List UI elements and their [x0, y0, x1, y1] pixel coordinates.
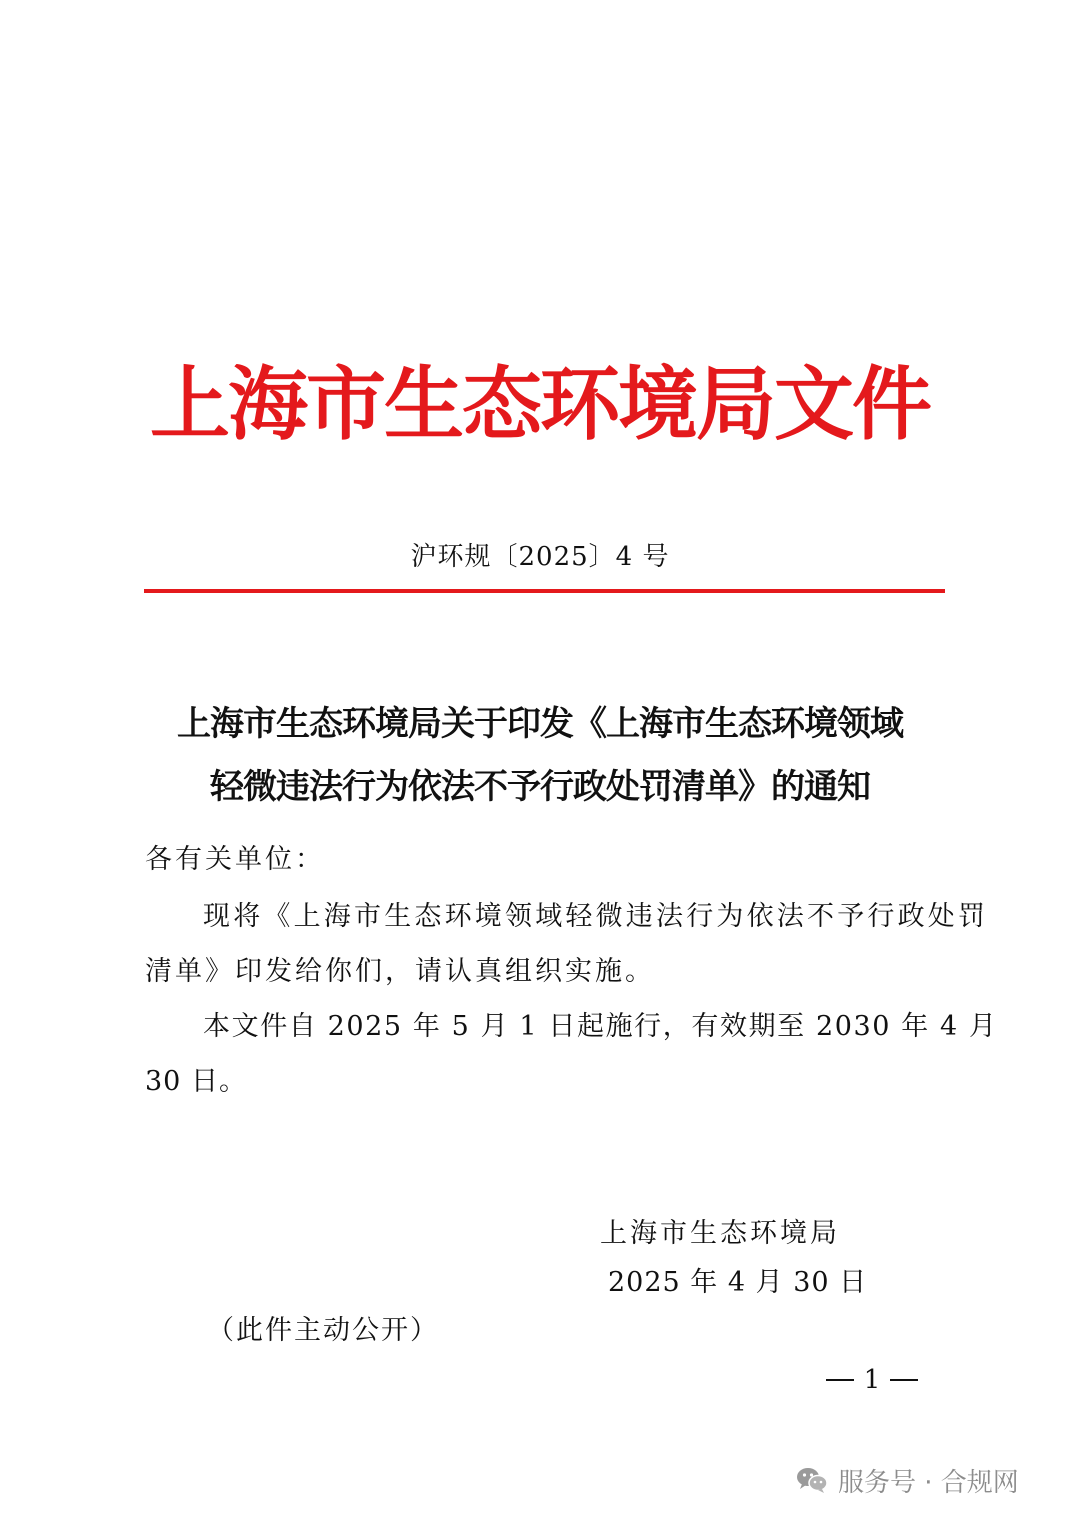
masthead-title: 上海市生态环境局文件	[150, 358, 930, 451]
paragraph-2-line-1: 本文件自 2025 年 5 月 1 日起施行，有效期至 2030 年 4 月	[203, 1011, 998, 1042]
paragraph-1-line-2: 清单》印发给你们，请认真组织实施。	[145, 956, 655, 987]
page-number-value: 1	[863, 1365, 881, 1395]
public-disclosure-note: （此件主动公开）	[207, 1315, 439, 1346]
page-number-dash-left	[826, 1379, 854, 1381]
signature-organization: 上海市生态环境局	[600, 1218, 840, 1249]
watermark-text: 服务号 · 合规网	[838, 1467, 1019, 1498]
notice-title-line-1: 上海市生态环境局关于印发《上海市生态环境领域	[177, 704, 903, 744]
document-number: 沪环规〔2025〕4 号	[410, 542, 670, 572]
salutation: 各有关单位：	[145, 844, 325, 875]
page-number	[826, 1360, 918, 1400]
paragraph-1-line-1: 现将《上海市生态环境领域轻微违法行为依法不予行政处罚	[203, 901, 989, 932]
notice-title	[130, 693, 950, 819]
signature-date: 2025 年 4 月 30 日	[608, 1267, 868, 1298]
page-number-dash-right	[890, 1379, 918, 1381]
watermark	[796, 1460, 1019, 1500]
paragraph-2-line-2: 30 日。	[145, 1066, 247, 1097]
red-separator-line	[144, 589, 945, 593]
notice-title-line-2: 轻微违法行为依法不予行政处罚清单》的通知	[210, 767, 870, 807]
wechat-icon	[796, 1466, 828, 1494]
